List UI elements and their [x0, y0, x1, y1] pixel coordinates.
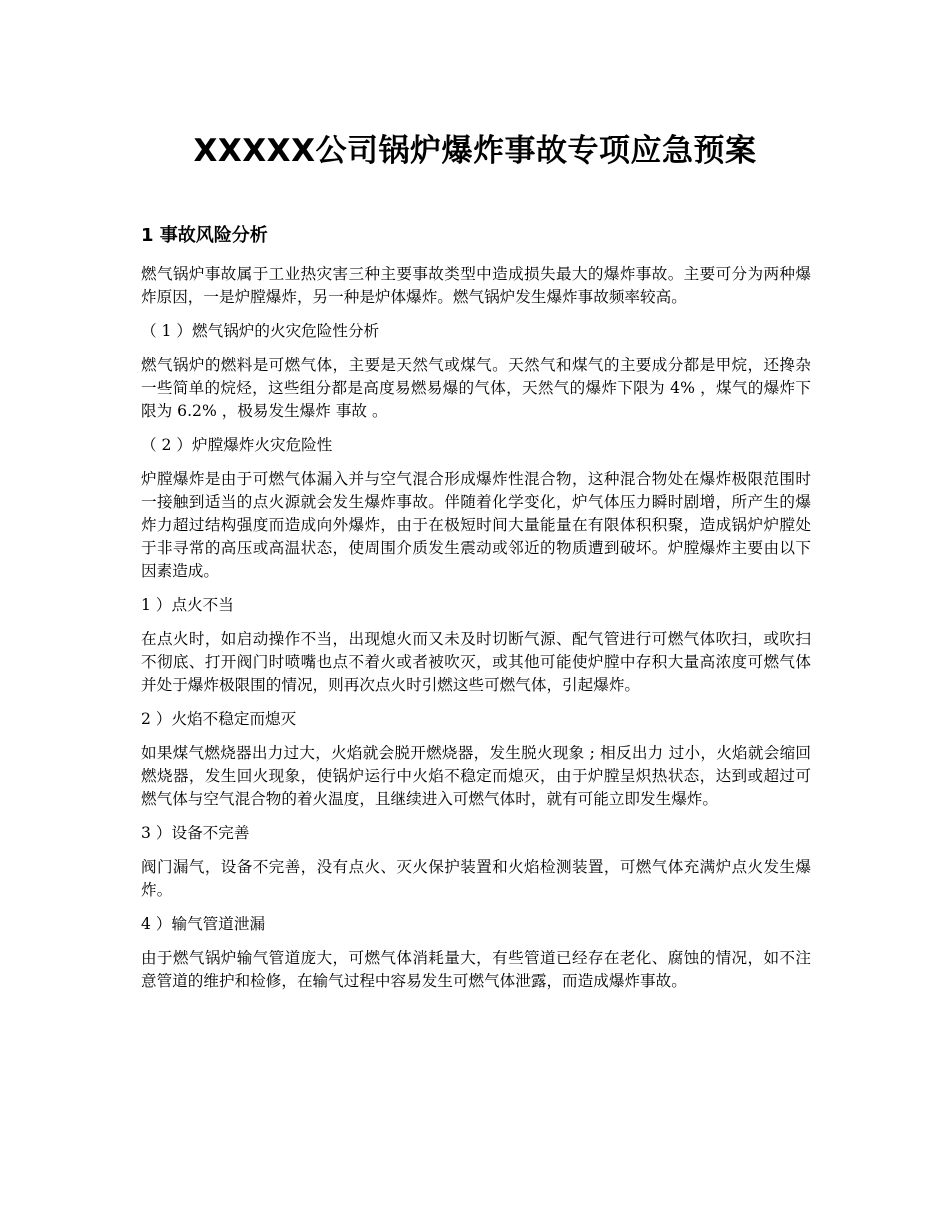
document-body — [141, 220, 811, 993]
cause-paragraph-improper-ignition: 在点火时，如启动操作不当，出现熄火而又未及时切断气源、配气管进行可燃气体吹扫，或吹扫不彻底、打开阀门时喷嘴也点不着火或者被吹灭，或其他可能使炉膛中存积大量高浓度可燃气体并处于爆炸极限围的情况，则再次点火时引燃这些可燃气体，引起爆炸。 — [141, 630, 811, 694]
section-heading-risk-analysis: 1 事故风险分析 — [141, 225, 268, 246]
subheading-furnace-explosion: （ 2 ）炉膛爆炸火灾危险性 — [141, 436, 333, 454]
cause-heading-improper-ignition: 1 ）点火不当 — [141, 596, 234, 614]
cause-paragraph-unstable-flame: 如果煤气燃烧器出力过大，火焰就会脱开燃烧器，发生脱火现象 ; 相反出力 过小，火焰就会缩回燃烧器，发生回火现象，使锅炉运行中火焰不稳定而熄灭，由于炉膛呈炽热状态，达到或超过可燃气体与空气混合物的着火温度，且继续进入可燃气体时，就有可能立即发生爆炸。 — [141, 744, 811, 808]
section-intro-paragraph: 燃气锅炉事故属于工业热灾害三种主要事故类型中造成损失最大的爆炸事故。主要可分为两种爆炸原因，一是炉膛爆炸，另一种是炉体爆炸。燃气锅炉发生爆炸事故频率较高。 — [141, 265, 811, 306]
cause-heading-unstable-flame: 2 ）火焰不稳定而熄灭 — [141, 710, 297, 728]
furnace-explosion-paragraph: 炉膛爆炸是由于可燃气体漏入并与空气混合形成爆炸性混合物，这种混合物处在爆炸极限范围时一接触到适当的点火源就会发生爆炸事故。伴随着化学变化，炉气体压力瞬时剧增，所产生的爆炸力超过结构强度而造成向外爆炸，由于在极短时间大量能量在有限体积积聚，造成锅炉炉膛处于非寻常的高压或高温状态，使周围介质发生震动或邻近的物质遭到破坏。炉膛爆炸主要由以下因素造成。 — [141, 470, 811, 580]
subheading-fire-hazard-analysis: （ 1 ）燃气锅炉的火灾危险性分析 — [141, 322, 380, 340]
cause-paragraph-incomplete-equipment: 阀门漏气，设备不完善，没有点火、灭火保护装置和火焰检测装置，可燃气体充满炉点火发生爆炸。 — [141, 858, 811, 899]
document-title: XXXXX公司锅炉爆炸事故专项应急预案 — [193, 133, 757, 169]
cause-paragraph-pipeline-leak: 由于燃气锅炉输气管道庞大，可燃气体消耗量大，有些管道已经存在老化、腐蚀的情况，如不注意管道的维护和检修，在输气过程中容易发生可燃气体泄露，而造成爆炸事故。 — [141, 949, 811, 990]
cause-heading-pipeline-leak: 4 ）输气管道泄漏 — [141, 915, 266, 933]
fire-hazard-paragraph: 燃气锅炉的燃料是可燃气体，主要是天然气或煤气。天然气和煤气的主要成分都是甲烷，还搀杂一些简单的烷烃，这些组分都是高度易燃易爆的气体，天然气的爆炸下限为 4% ，煤气的爆炸下限为 6.2% ，极易发生爆炸 事故 。 — [141, 356, 811, 420]
cause-heading-incomplete-equipment: 3 ）设备不完善 — [141, 824, 250, 842]
